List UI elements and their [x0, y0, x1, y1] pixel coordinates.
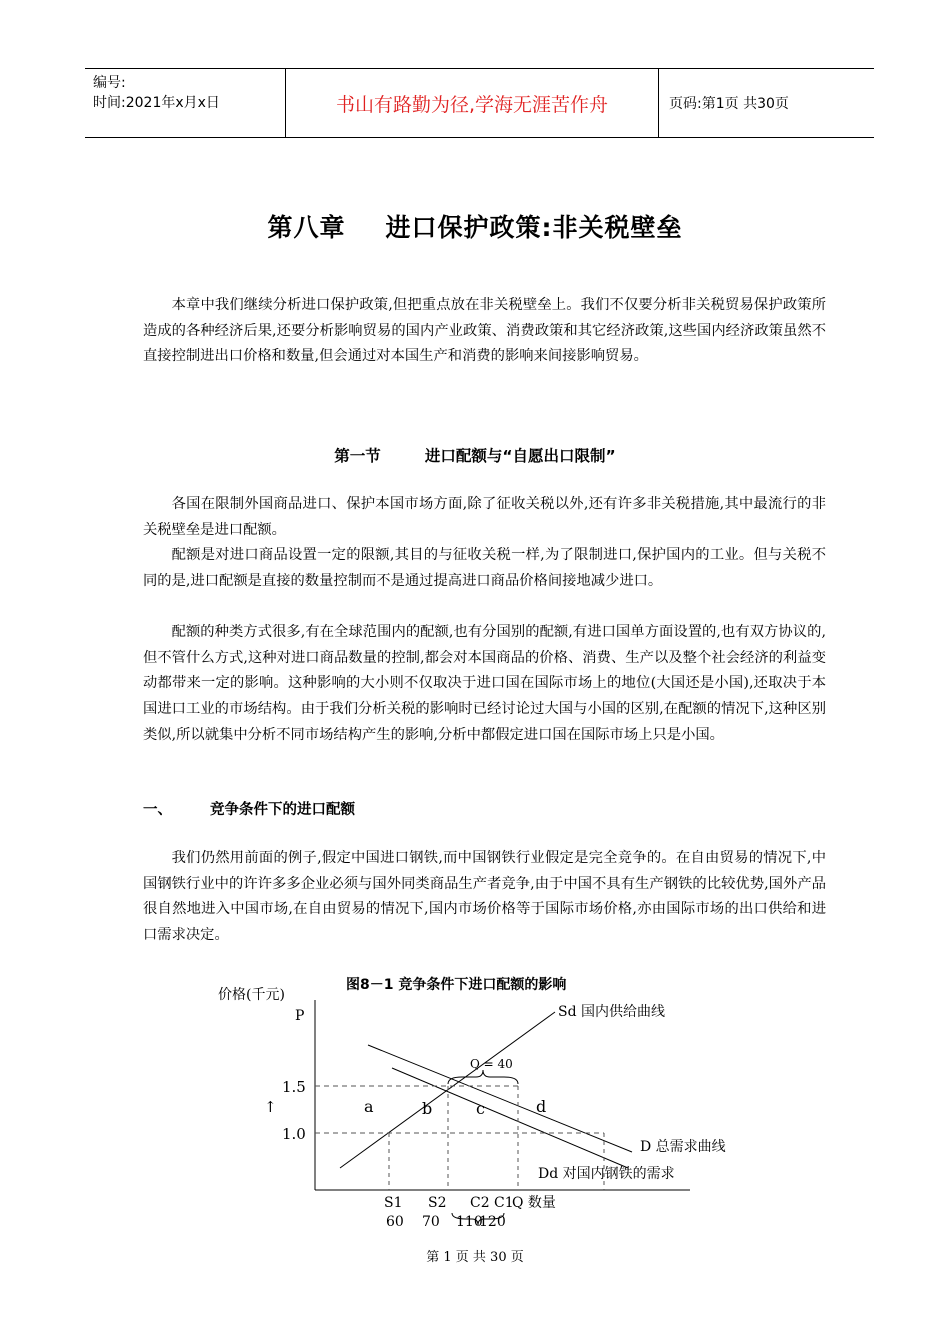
x-point-label: C2: [470, 1195, 490, 1211]
area-label: b: [422, 1099, 433, 1118]
body-paragraph: 配额的种类方式很多,有在全球范围内的配额,也有分国别的配额,有进口国单方面设置的,也有双方协议的,但不管什么方式,这种对进口商品数量的控制,都会对本国商品的价格、消费、生产以及整个社会经济的利益变动都带来一定的影响。这种影响的大小则不仅取决于进口国在国际市场上的地位(大国还是小国),还取决于本国进口工业的市场结构。由于我们分析关税的影响时已经讨论过大国与小国的区别,在配额的情况下,这种区别类似,所以就集中分析不同市场结构产生的影响,分析中都假定进口国在国际市场上只是小国。: [143, 624, 826, 743]
subsection-number: 一、: [143, 802, 172, 818]
y-axis-label: 价格(千元): [218, 987, 285, 1003]
total-demand-label: D 总需求曲线: [640, 1139, 726, 1155]
x-axis-label: Q 数量: [512, 1195, 556, 1211]
area-label: a: [364, 1097, 374, 1116]
section-number: 第一节: [334, 447, 381, 465]
body-paragraph: 我们仍然用前面的例子,假定中国进口钢铁,而中国钢铁行业假定是完全竞争的。在自由贸易的情况下,中国钢铁行业中的许许多多企业必须与国外同类商品生产者竞争,由于中国不具有生产钢铁的比较优势,国外产品很自然地进入中国市场,在自由贸易的情况下,国内市场价格等于国际市场价格,亦由国际市场的出口供给和进口需求决定。: [143, 850, 826, 944]
x-point-label: S1: [384, 1195, 403, 1211]
x-point-label: S2: [428, 1195, 447, 1211]
subsection-title: 竞争条件下的进口配额: [210, 802, 355, 818]
y-axis-symbol: P: [295, 1008, 305, 1024]
y-tick: 1.0: [282, 1125, 306, 1143]
domestic-demand-curve: [392, 1068, 628, 1168]
intro-paragraph: 本章中我们继续分析进口保护政策,但把重点放在非关税壁垒上。我们不仅要分析非关税贸易保护政策所造成的各种经济后果,还要分析影响贸易的国内产业政策、消费政策和其它经济政策,这些国内经济政策虽然不直接控制进出口价格和数量,但会通过对本国生产和消费的影响来间接影响贸易。: [143, 297, 826, 365]
section-title: 进口配额与“自愿出口限制”: [424, 447, 616, 465]
domestic-demand-label: Dd 对国内钢铁的需求: [538, 1166, 675, 1182]
area-label: c: [476, 1099, 485, 1118]
body-paragraph: 各国在限制外国商品进口、保护本国市场方面,除了征收关税以外,还有许多非关税措施,其中最流行的非关税壁垒是进口配额。: [143, 496, 826, 538]
page-footer: 第 1 页 共 30 页: [426, 1250, 524, 1265]
x-point-label: C1: [494, 1195, 514, 1211]
x-point-value: 110: [456, 1214, 483, 1230]
supply-curve-label: Sd 国内供给曲线: [558, 1004, 666, 1020]
chapter-number: 第八章: [267, 213, 346, 242]
figure-title: 图8－1 竞争条件下进口配额的影响: [346, 977, 567, 993]
doc-number: 编号:: [93, 75, 126, 91]
chapter-name: 进口保护政策:非关税壁垒: [385, 213, 683, 242]
header-page-info: 页码:第1页 共30页: [669, 96, 789, 112]
x-point-value: 60: [386, 1214, 404, 1230]
body-paragraph: 配额是对进口商品设置一定的限额,其目的与征收关税一样,为了限制进口,保护国内的工业。但与关税不同的是,进口配额是直接的数量控制而不是通过提高进口商品价格间接地减少进口。: [143, 547, 826, 589]
up-arrow-icon: ↑: [264, 1098, 277, 1116]
x-point-value: 120: [479, 1214, 506, 1230]
quota-label: Q = 40: [470, 1057, 513, 1071]
area-label: d: [536, 1097, 547, 1116]
y-tick: 1.5: [282, 1078, 306, 1096]
doc-time: 时间:2021年x月x日: [93, 95, 220, 111]
x-point-value: 70: [422, 1214, 440, 1230]
header-motto: 书山有路勤为径,学海无涯苦作舟: [286, 69, 659, 137]
